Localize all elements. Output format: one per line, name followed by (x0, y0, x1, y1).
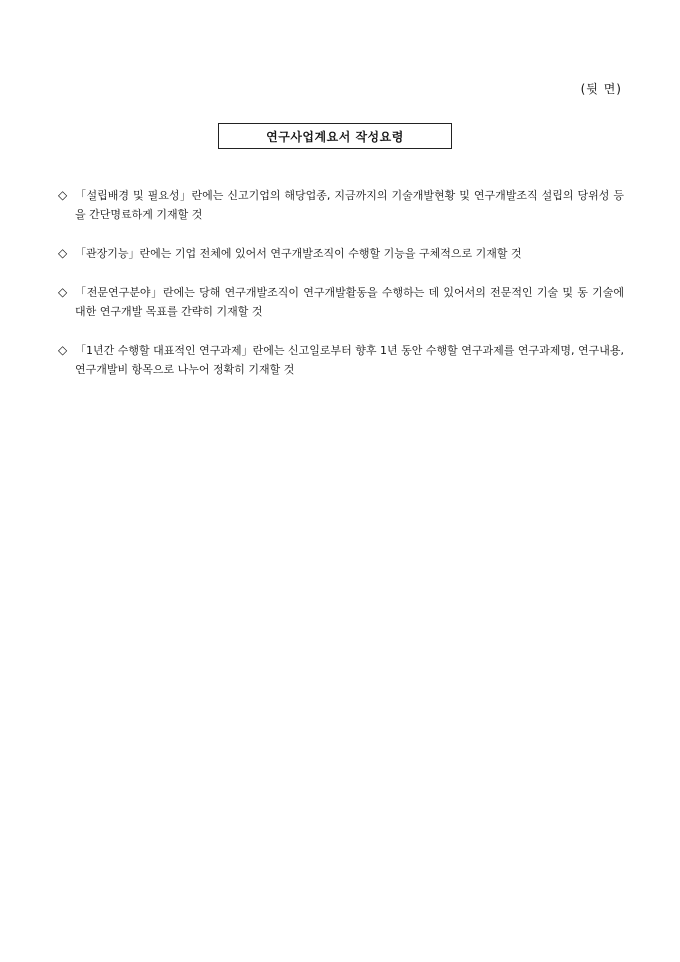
instruction-item-function (58, 244, 624, 263)
instruction-text: 「설립배경 및 필요성」란에는 신고기업의 해당업종, 지금까지의 기술개발현황 및 연구개발조직 설립의 당위성 등을 간단명료하게 기재할 것 (75, 189, 624, 221)
instruction-item-research-field (58, 283, 624, 321)
instruction-list (58, 186, 624, 399)
instruction-item-research-projects (58, 341, 624, 379)
diamond-bullet-icon: ◇ (58, 246, 68, 260)
diamond-bullet-icon: ◇ (58, 285, 68, 299)
page-side-label: (뒷 면) (580, 82, 622, 96)
instruction-text: 「전문연구분야」란에는 당해 연구개발조직이 연구개발활동을 수행하는 데 있어서의 전문적인 기술 및 동 기술에 대한 연구개발 목표를 간략히 기재할 것 (75, 286, 624, 318)
instruction-item-background (58, 186, 624, 224)
diamond-bullet-icon: ◇ (58, 343, 68, 357)
title-box (218, 123, 452, 149)
document-title: 연구사업계요서 작성요령 (266, 129, 404, 144)
diamond-bullet-icon: ◇ (58, 188, 68, 202)
instruction-text: 「관장기능」란에는 기업 전체에 있어서 연구개발조직이 수행할 기능을 구체적으로 기재할 것 (75, 247, 522, 260)
instruction-text: 「1년간 수행할 대표적인 연구과제」란에는 신고일로부터 향후 1년 동안 수행할 연구과제를 연구과제명, 연구내용, 연구개발비 항목으로 나누어 정확히 기재할 것 (75, 344, 624, 376)
